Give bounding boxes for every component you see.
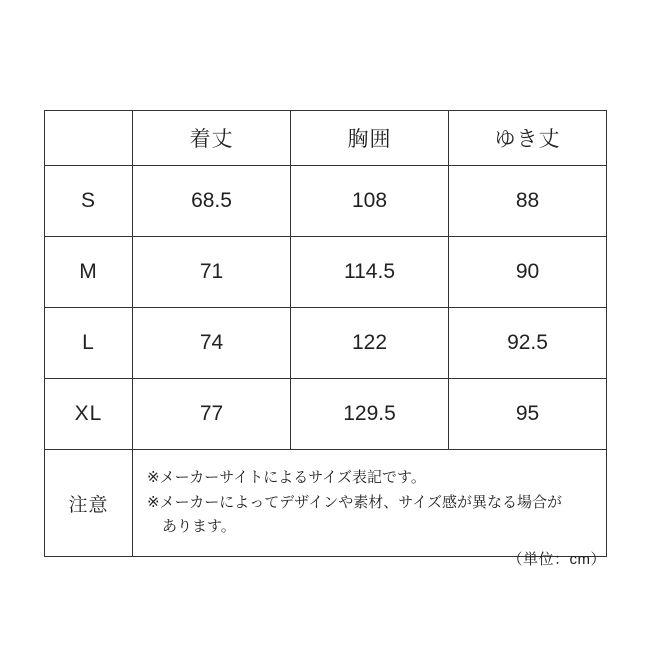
note-line: ※メーカーサイトによるサイズ表記です。 [147, 468, 426, 486]
table-row [45, 237, 607, 308]
table-row [45, 166, 607, 237]
row-size-label: XL [45, 379, 133, 450]
cell-length: 71 [133, 237, 291, 308]
cell-length: 77 [133, 379, 291, 450]
table-row [45, 308, 607, 379]
cell-sleeve: 92.5 [449, 308, 607, 379]
unit-note: （単位：cm） [507, 551, 606, 568]
note-line: あります。 [147, 518, 236, 536]
table-corner-cell [45, 111, 133, 166]
row-size-label: S [45, 166, 133, 237]
column-header-chest: 胸囲 [291, 111, 449, 166]
cell-length: 74 [133, 308, 291, 379]
cell-chest: 114.5 [291, 237, 449, 308]
column-header-length: 着丈 [133, 111, 291, 166]
cell-chest: 108 [291, 166, 449, 237]
table-note-row [45, 450, 607, 557]
cell-sleeve: 88 [449, 166, 607, 237]
row-size-label: L [45, 308, 133, 379]
column-header-sleeve: ゆき丈 [449, 111, 607, 166]
row-size-label: M [45, 237, 133, 308]
size-table-container [44, 110, 606, 557]
cell-sleeve: 95 [449, 379, 607, 450]
cell-chest: 129.5 [291, 379, 449, 450]
cell-length: 68.5 [133, 166, 291, 237]
note-body [133, 450, 607, 557]
table-header-row [45, 111, 607, 166]
note-line: ※メーカーによってデザインや素材、サイズ感が異なる場合が [147, 493, 563, 511]
cell-sleeve: 90 [449, 237, 607, 308]
size-table [44, 110, 607, 557]
cell-chest: 122 [291, 308, 449, 379]
table-row [45, 379, 607, 450]
note-label: 注意 [45, 450, 133, 557]
